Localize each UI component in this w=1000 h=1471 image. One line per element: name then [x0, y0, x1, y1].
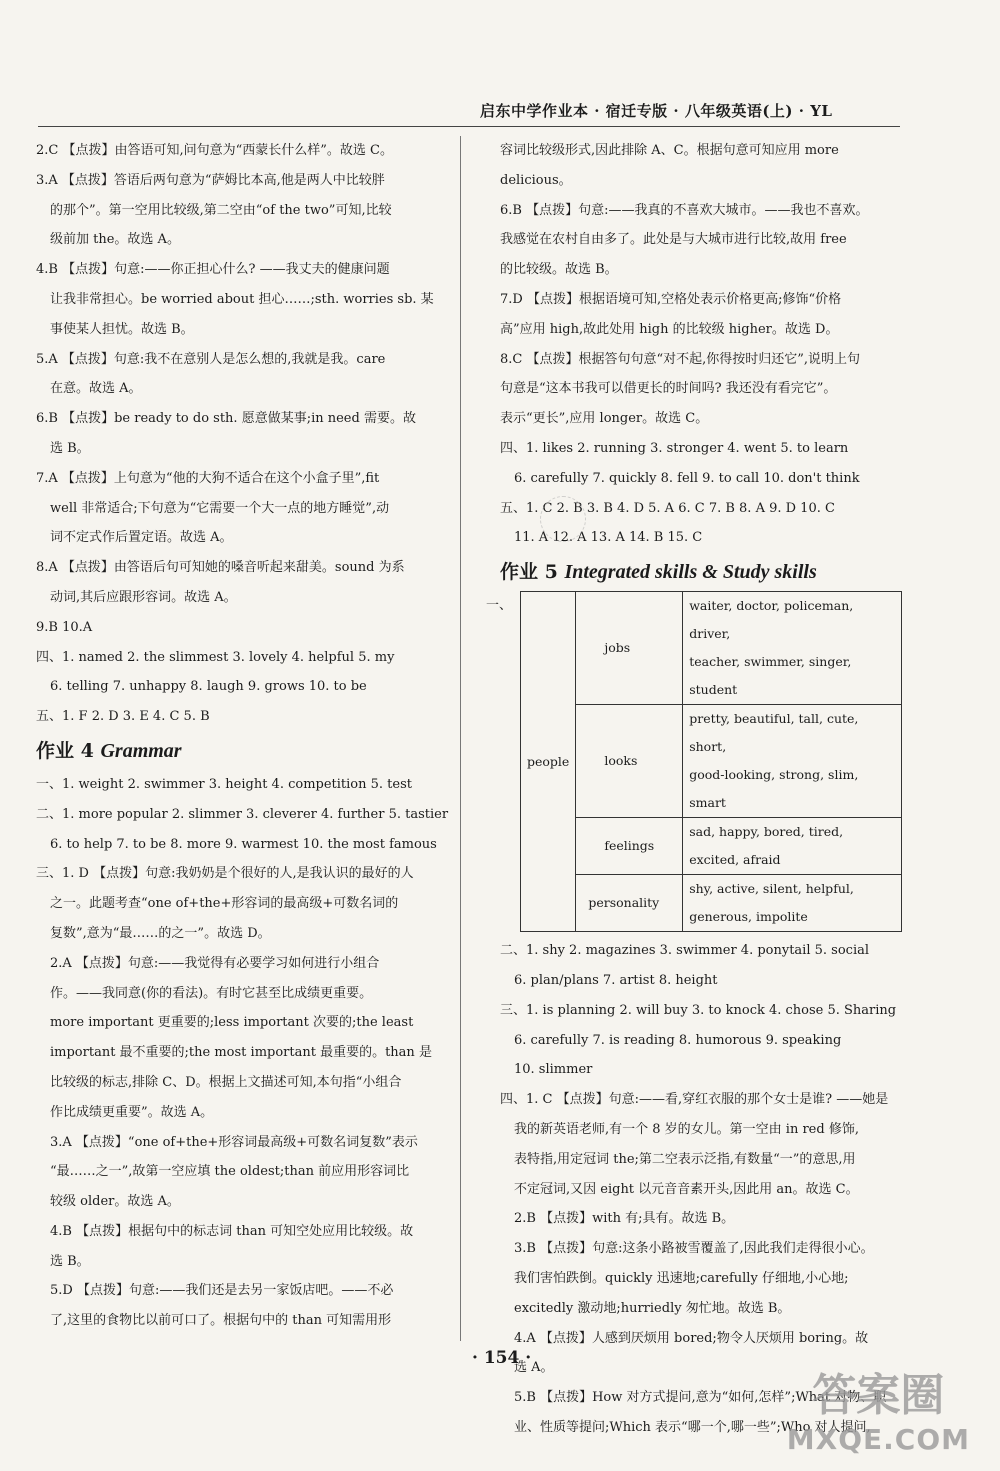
- grammar-line: 作。——我同意(你的看法)。有时它甚至比成绩更重要。: [50, 985, 373, 1001]
- site-watermark: [787, 1359, 970, 1456]
- answer-line: 动词,其后应跟形容词。故选 A。: [50, 589, 237, 605]
- answer-line: 选 B。: [50, 440, 90, 456]
- table-item-mark: 一、: [486, 598, 513, 614]
- section-5-line: 五、1. C 2. B 3. B 4. D 5. A 6. C 7. B 8. A 9. D 10. C: [500, 500, 835, 516]
- answer-line: 的比较级。故选 B。: [500, 262, 618, 278]
- integrated-line: 表特指,用定冠词 the;第二空表示泛指,有数量“一”的意思,用: [514, 1151, 856, 1167]
- grammar-line: 5.D 【点拨】句意:——我们还是去另一家饭店吧。——不必: [50, 1283, 394, 1299]
- answer-line: 词不定式作后置定语。故选 A。: [50, 530, 233, 546]
- answer-line: 6.B 【点拨】句意:——我真的不喜欢大城市。——我也不喜欢。: [500, 202, 869, 218]
- answer-line: delicious。: [500, 172, 572, 188]
- integrated-line: 二、1. shy 2. magazines 3. swimmer 4. ponytail 5. social: [500, 943, 870, 959]
- grammar-line: 作比成绩更重要”。故选 A。: [50, 1104, 214, 1120]
- section-heading-integrated-skills: [500, 555, 902, 589]
- answer-line: well 非常适合;下句意为“它需要一个大一点的地方睡觉”,动: [50, 500, 390, 516]
- vocab-table: [520, 591, 902, 932]
- integrated-line: 6. carefully 7. is reading 8. humorous 9. speaking: [514, 1032, 842, 1048]
- section-4-line: 6. carefully 7. quickly 8. fell 9. to call 10. don't think: [514, 470, 860, 486]
- grammar-line: more important 更重要的;less important 次要的;the least: [50, 1015, 414, 1031]
- grammar-line: 二、1. more popular 2. slimmer 3. cleverer 4. further 5. tastier: [36, 806, 449, 822]
- watermark-url: MXQE.COM: [786, 1423, 970, 1456]
- integrated-line: 4.A 【点拨】人感到厌烦用 bored;物令人厌烦用 boring。故: [514, 1330, 869, 1346]
- grammar-line: important 最不重要的;the most important 最重要的。than 是: [50, 1045, 432, 1061]
- section-title: Integrated skills & Study skills: [564, 561, 817, 584]
- header-rule: [38, 126, 900, 127]
- integrated-line: 6. plan/plans 7. artist 8. height: [514, 972, 718, 988]
- section-4-line: 6. telling 7. unhappy 8. laugh 9. grows 10. to be: [50, 679, 367, 695]
- grammar-line: 复数”,意为“最……的之一”。故选 D。: [50, 925, 271, 941]
- answer-line: 表示“更长”,应用 longer。故选 C。: [500, 411, 709, 427]
- answer-line: 在意。故选 A。: [50, 381, 142, 397]
- answer-line: 高”应用 high,故此处用 high 的比较级 higher。故选 D。: [500, 321, 839, 337]
- integrated-line: 2.B 【点拨】with 有;具有。故选 B。: [514, 1211, 735, 1227]
- answer-line: 6.B 【点拨】be ready to do sth. 愿意做某事;in need 需要。故: [36, 411, 416, 427]
- grammar-line: 了,这里的食物比以前可口了。根据句中的 than 可知需用形: [50, 1313, 392, 1329]
- column-divider: [460, 136, 461, 1341]
- integrated-line: 四、1. C 【点拨】句意:——看,穿红衣服的那个女士是谁? ——她是: [500, 1092, 889, 1108]
- section-5-line: 11. A 12. A 13. A 14. B 15. C: [514, 530, 703, 546]
- vocab-table-block: [486, 591, 902, 932]
- answer-line: 容词比较级形式,因此排除 A、C。根据句意可知应用 more: [500, 143, 839, 158]
- table-category: feelings: [576, 818, 683, 875]
- answer-line: 9.B 10.A: [36, 619, 93, 635]
- section-label: 作业 4: [36, 739, 94, 762]
- integrated-line: 我的新英语老师,有一个 8 岁的女儿。第一空由 in red 修饰,: [514, 1121, 859, 1137]
- integrated-line: 3.B 【点拨】句意:这条小路被雪覆盖了,因此我们走得很小心。: [514, 1241, 874, 1257]
- table-category: looks: [576, 705, 683, 818]
- grammar-line: 比较级的标志,排除 C、D。根据上文描述可知,本句指“小组合: [50, 1074, 402, 1090]
- table-category: personality: [576, 875, 683, 932]
- answer-line: 让我非常担心。be worried about 担心……;sth. worries sb. 某: [50, 291, 434, 307]
- section-label: 作业 5: [500, 561, 558, 584]
- integrated-line: 不定冠词,又因 eight 以元音音素开头,因此用 an。故选 C。: [514, 1181, 859, 1197]
- left-column: [36, 136, 451, 1336]
- answer-line: 句意是“这本书我可以借更长的时间吗? 我还没有看完它”。: [500, 381, 837, 397]
- integrated-line: 三、1. is planning 2. will buy 3. to knock 4. chose 5. Sharing: [500, 1002, 897, 1018]
- integrated-line: 5.B 【点拨】How 对方式提问,意为“如何,怎样”;What 对物、职: [514, 1390, 887, 1406]
- table-cell: waiter, doctor, policeman, driver,: [683, 592, 902, 649]
- grammar-line: 2.A 【点拨】句意:——我觉得有必要学习如何进行小组合: [50, 955, 380, 971]
- grammar-line: 4.B 【点拨】根据句中的标志词 than 可知空处应用比较级。故: [50, 1223, 414, 1239]
- grammar-line: 三、1. D 【点拨】句意:我奶奶是个很好的人,是我认识的最好的人: [36, 866, 414, 882]
- integrated-line: 我们害怕跌倒。quickly 迅速地;carefully 仔细地,小心地;: [514, 1270, 849, 1286]
- running-header: 启东中学作业本 · 宿迁专版 · 八年级英语(上) · YL: [480, 102, 833, 120]
- grammar-line: 较级 older。故选 A。: [50, 1194, 180, 1210]
- grammar-line: 3.A 【点拨】“one of+the+形容词最高级+可数名词复数”表示: [50, 1134, 418, 1150]
- section-4-line: 四、1. likes 2. running 3. stronger 4. went 5. to learn: [500, 440, 849, 456]
- answer-line: 级前加 the。故选 A。: [50, 232, 180, 248]
- table-cell: sad, happy, bored, tired,: [683, 818, 902, 847]
- watermark-logo-text: 答案圈: [812, 1370, 945, 1421]
- table-cell: good-looking, strong, slim, smart: [683, 761, 902, 818]
- answer-line: 8.A 【点拨】由答语后句可知她的嗓音听起来甜美。sound 为系: [36, 560, 405, 576]
- grammar-line: 6. to help 7. to be 8. more 9. warmest 10. the most famous: [50, 836, 437, 852]
- answer-line: 3.A 【点拨】答语后两句意为“萨姆比本高,他是两人中比较胖: [36, 172, 385, 188]
- grammar-line: 一、1. weight 2. swimmer 3. height 4. competition 5. test: [36, 776, 412, 792]
- answer-line: 5.A 【点拨】句意:我不在意别人是怎么想的,我就是我。care: [36, 351, 386, 367]
- table-cell: pretty, beautiful, tall, cute, short,: [683, 705, 902, 762]
- answer-line: 8.C 【点拨】根据答句句意“对不起,你得按时归还它”,说明上句: [500, 351, 861, 367]
- table-cell: teacher, swimmer, singer, student: [683, 648, 902, 705]
- right-column: [486, 136, 902, 1443]
- answer-line: 2.C 【点拨】由答语可知,问句意为“西蒙长什么样”。故选 C。: [36, 143, 393, 158]
- table-category: jobs: [576, 592, 683, 705]
- table-cell: shy, active, silent, helpful,: [683, 875, 902, 904]
- library-stamp: [540, 496, 586, 542]
- section-5-line: 五、1. F 2. D 3. E 4. C 5. B: [36, 709, 210, 725]
- table-root: people: [521, 592, 576, 932]
- page-number: · 154 ·: [472, 1348, 532, 1368]
- table-cell: generous, impolite: [683, 903, 902, 932]
- section-title: Grammar: [100, 739, 182, 762]
- integrated-line: 业、性质等提问;Which 表示“哪一个,哪一些”;Who 对人提问,: [514, 1419, 871, 1435]
- section-4-line: 四、1. named 2. the slimmest 3. lovely 4. helpful 5. my: [36, 649, 395, 665]
- answer-line: 7.D 【点拨】根据语境可知,空格处表示价格更高;修饰“价格: [500, 291, 842, 307]
- grammar-line: 之一。此题考查“one of+the+形容词的最高级+可数名词的: [50, 896, 399, 912]
- integrated-line: excitedly 激动地;hurriedly 匆忙地。故选 B。: [514, 1300, 791, 1316]
- integrated-line: 10. slimmer: [514, 1062, 593, 1078]
- answer-line: 的那个”。第一空用比较级,第二空由“of the two”可知,比较: [50, 202, 392, 218]
- answer-line: 4.B 【点拨】句意:——你正担心什么? ——我丈夫的健康问题: [36, 262, 390, 278]
- section-heading-grammar: [36, 734, 451, 768]
- integrated-line: 选 A。: [514, 1360, 554, 1376]
- table-cell: excited, afraid: [683, 846, 902, 875]
- grammar-line: 选 B。: [50, 1253, 90, 1269]
- answer-line: 我感觉在农村自由多了。此处是与大城市进行比较,故用 free: [500, 232, 847, 248]
- answer-line: 7.A 【点拨】上句意为“他的大狗不适合在这个小盒子里”,fit: [36, 470, 380, 486]
- grammar-line: “最……之一”,故第一空应填 the oldest;than 前应用形容词比: [50, 1164, 410, 1180]
- answer-line: 事使某人担忧。故选 B。: [50, 321, 194, 337]
